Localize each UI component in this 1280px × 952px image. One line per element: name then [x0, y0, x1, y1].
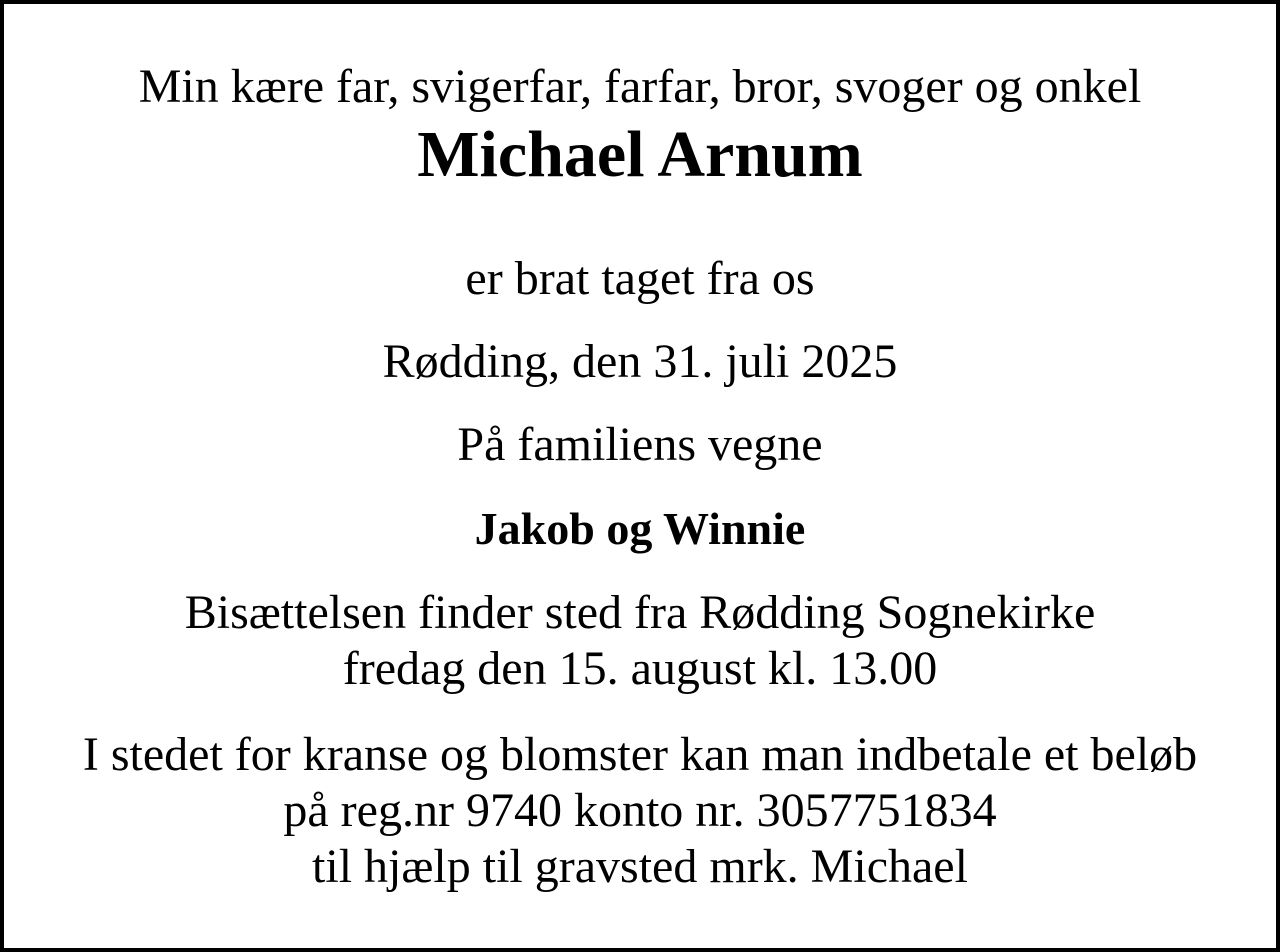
- signers-text: Jakob og Winnie: [474, 503, 806, 554]
- place-date-text: Rødding, den 31. juli 2025: [382, 335, 898, 388]
- donation-line-3: til hjælp til gravsted mrk. Michael: [312, 840, 968, 893]
- funeral-line-2: fredag den 15. august kl. 13.00: [342, 642, 938, 695]
- on-behalf-text: På familiens vegne: [457, 418, 823, 471]
- donation-line-1: I stedet for kranse og blomster kan man indbetale et beløb: [82, 728, 1198, 781]
- intro-text: Min kære far, svigerfar, farfar, bror, svoger og onkel: [138, 60, 1142, 113]
- announcement-text: er brat taget fra os: [465, 252, 815, 305]
- funeral-line-1: Bisættelsen finder sted fra Rødding Sognekirke: [184, 586, 1096, 639]
- deceased-name: Michael Arnum: [417, 118, 863, 191]
- donation-line-2: på reg.nr 9740 konto nr. 3057751834: [283, 784, 997, 837]
